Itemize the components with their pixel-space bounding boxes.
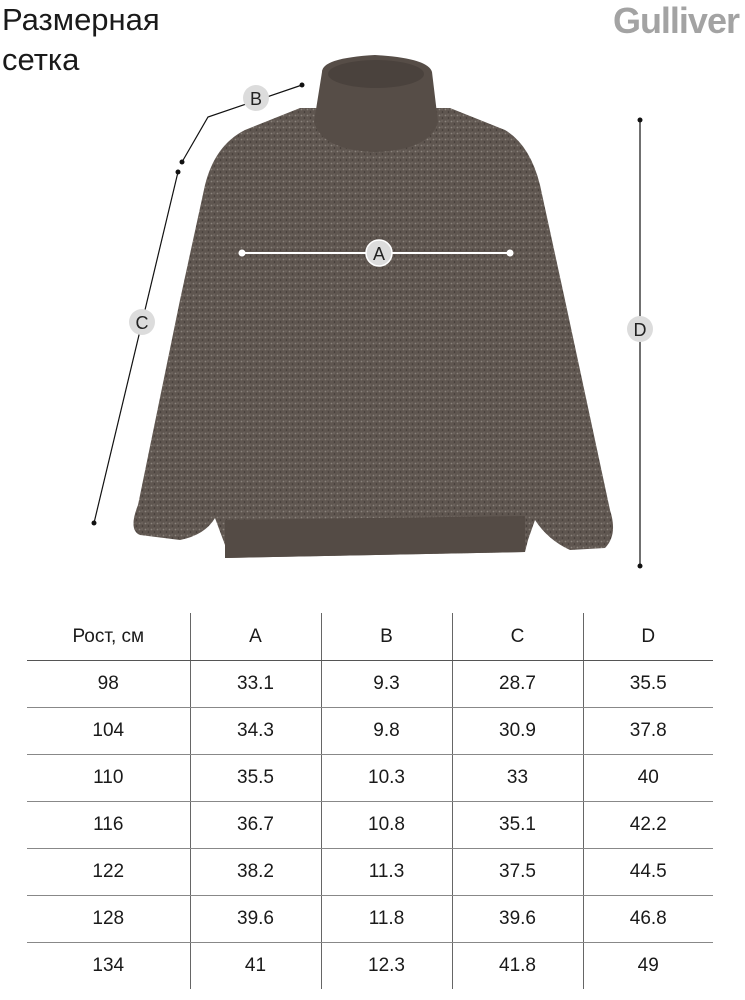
label-c: C: [135, 313, 149, 333]
header-c: C: [452, 613, 583, 661]
header-a: A: [190, 613, 321, 661]
cell: 110: [27, 755, 190, 802]
table-row: [27, 849, 713, 896]
title-line-1: Размерная: [2, 2, 160, 37]
cell: 44.5: [583, 849, 713, 896]
cell: 41.8: [452, 943, 583, 990]
table-row: [27, 708, 713, 755]
cell: 122: [27, 849, 190, 896]
cell: 35.5: [583, 661, 713, 708]
cell: 128: [27, 896, 190, 943]
size-table: [27, 613, 713, 989]
cell: 35.1: [452, 802, 583, 849]
label-d: D: [633, 320, 647, 340]
table-header-row: [27, 613, 713, 661]
cell: 36.7: [190, 802, 321, 849]
table-row: [27, 802, 713, 849]
cell: 39.6: [452, 896, 583, 943]
table-row: [27, 661, 713, 708]
sweater-illustration: [133, 55, 613, 558]
cell: 9.8: [321, 708, 452, 755]
title-line-2: сетка: [2, 42, 80, 77]
label-b: B: [249, 89, 263, 109]
cell: 40: [583, 755, 713, 802]
cell: 37.8: [583, 708, 713, 755]
cell: 39.6: [190, 896, 321, 943]
table-row: [27, 896, 713, 943]
cell: 38.2: [190, 849, 321, 896]
cell: 33.1: [190, 661, 321, 708]
cell: 98: [27, 661, 190, 708]
cell: 37.5: [452, 849, 583, 896]
cell: 9.3: [321, 661, 452, 708]
cell: 34.3: [190, 708, 321, 755]
sweater-body: [133, 108, 613, 558]
cell: 12.3: [321, 943, 452, 990]
table-row: [27, 943, 713, 990]
cell: 116: [27, 802, 190, 849]
header-height: Рост, см: [27, 613, 190, 661]
cell: 46.8: [583, 896, 713, 943]
label-a: A: [372, 244, 386, 264]
cell: 10.8: [321, 802, 452, 849]
cell: 10.3: [321, 755, 452, 802]
cell: 41: [190, 943, 321, 990]
header-d: D: [583, 613, 713, 661]
header-b: B: [321, 613, 452, 661]
cell: 30.9: [452, 708, 583, 755]
brand-logo: Gulliver: [612, 0, 739, 41]
measure-d: [627, 118, 653, 569]
cell: 11.3: [321, 849, 452, 896]
cell: 33: [452, 755, 583, 802]
sweater-hem: [225, 516, 525, 558]
cell: 134: [92, 955, 125, 976]
cell: 11.8: [321, 896, 452, 943]
cell: 35.5: [190, 755, 321, 802]
cell: 49: [583, 943, 713, 990]
table-row: [27, 755, 713, 802]
collar-opening: [328, 60, 424, 88]
cell: 42.2: [583, 802, 713, 849]
cell: 28.7: [452, 661, 583, 708]
cell: 104: [27, 708, 190, 755]
